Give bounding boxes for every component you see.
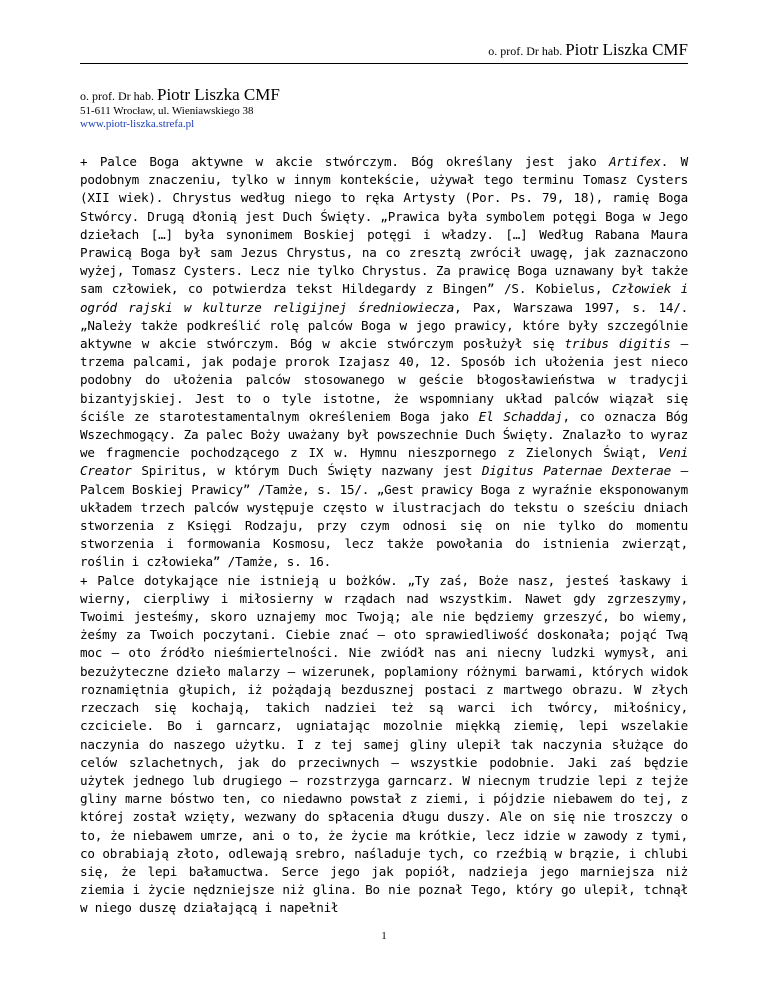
author-line [80,86,280,105]
p1-italic-digitus: Digitus Paternae Dexterae [481,463,671,479]
paragraph-palce-boga-aktywne [80,153,688,572]
author-address: 51-611 Wrocław, ul. Wieniawskiego 38 [80,105,254,117]
p1-italic-veni-creator: Veni Creator [80,445,688,479]
header-divider [80,63,688,64]
running-header [488,40,688,60]
author-block [80,86,280,131]
header-prefix: o. prof. Dr hab. [488,44,563,58]
p1-italic-tribus-digitis: tribus digitis [564,336,671,352]
p1-text-6: Spiritus, w którym Duch Święty nazwany jest [131,463,482,479]
p1-text-2: . W podobnym znaczeniu, tylko w innym kontekście, używał tego terminu Tomasz Cysters (XII wiek). Chrystus według niego to ręka Artysty (Por. Ps. 79, 18), ramię Boga Stwórcy. Drugą dłonią jest Duch Święty. „Prawica była symbolem potęgi Boga w Jego dziełach […] była synonimem Boskiej potęgi i władzy. […] Według Rabana Maura Prawicą Boga był sam Jezus Chrystus, na co zresztą zwrócił uwagę, jak zaznaczono wyżej, Tomasz Cysters. Lecz nie tylko Chrystus. Za prawicę Boga uznawany był także sam człowiek, co potwierdza tekst Hildegardy z Bingen” /S. Kobielus, [80,154,688,297]
header-author-name: Piotr Liszka CMF [565,40,688,59]
document-body [80,153,688,918]
p1-text-5: , co oznacza Bóg Wszechmogący. Za palec Boży uważany był powszechnie Duch Święty. Znalazło to wyraz we fragmencie pochodzącego z IX w. Hymnu nieszpornego z Zielonych Świąt, [80,408,688,461]
p1-text-4: – trzema palcami, jak podaje prorok Izajasz 40, 12. Sposób ich ułożenia jest nieco podobny do ułożenia palców stosowanego w geście błogosławieństwa w tradycji bizantyjskiej. Jest to o tyle istotne, że wspomniany układ palców wiązał się ściśle ze starotestamentalnym określeniem Boga jako [80,336,688,424]
p1-text-1: + Palce Boga aktywne w akcie stwórczym. Bóg określany jest jako [80,154,610,169]
author-prefix: o. prof. Dr hab. [80,89,154,103]
p1-italic-book-title: Człowiek i ogród rajski w kulturze religijnej średniowiecza [80,281,688,315]
author-name: Piotr Liszka CMF [156,85,280,104]
p1-italic-artifex: Artifex [609,154,661,169]
author-website-link[interactable]: www.piotr-liszka.strefa.pl [80,118,195,130]
p1-italic-el-schaddaj: El Schaddaj [478,408,563,424]
paragraph-palce-dotykajace: + Palce dotykające nie istnieją u bożków. „Ty zaś, Boże nasz, jesteś łaskawy i wierny, cierpliwy i miłosierny w rządach nad wszystkim. Nawet gdy zgrzeszymy, Twoimi jesteśmy, skoro uznajemy moc Twoją; ale nie będziemy grzeszyć, bo wiemy, żeśmy za Twoich poczytani. Ciebie znać – oto sprawiedliwość doskonała; pojąć Twą moc – oto źródło nieśmiertelności. Nie zwiódł nas ani niecny ludzki wymysł, ani bezużyteczne dzieło malarzy – wizerunek, poplamiony różnymi barwami, których widok roznamiętnia głupich, iż pożądają bezdusznej postaci z martwego obrazu. W złych rzeczach się kochają, takich nadziei też są warci ich twórcy, miłośnicy, czciciele. Bo i garncarz, ugniatając mozolnie miękką ziemię, lepi wszelakie naczynia do naszego użytku. I z tej samej gliny ulepił tak naczynia służące do celów szlachetnych, jak do przeciwnych – wszystkie podobnie. Jaki zaś będzie użytek jednego lub drugiego – rozstrzyga garncarz. W niecnym trudzie lepi z tejże gliny marne bóstwo ten, co niedawno powstał z ziemi, i pójdzie niebawem do tej, z której został wzięty, wezwany do spłacenia długu duszy. Ale on się nie troszczy o to, że niebawem umrze, ani o to, że życie ma krótkie, lecz idzie w zawody z tymi, co obrabiają złoto, odlewają srebro, naśladuje tych, co rzeźbią w brązie, i chlubi się, że lepi bałamuctwa. Serce jego jak popiół, nadzieja jego marniejsza niż ziemia i życie nędzniejsze niż glina. Bo nie poznał Tego, który go ulepił, tchnął w niego duszę działającą i napełnił [80,572,688,916]
page-number: 1 [381,930,387,942]
p1-text-3: , Pax, Warszawa 1997, s. 14/. „Należy także podkreślić rolę palców Boga w jego prawicy, które były szczególnie aktywne w akcie stwórczym. Bóg w akcie stwórczym posłużył się [80,299,688,352]
p1-text-7: – Palcem Boskiej Prawicy” /Tamże, s. 15/. „Gest prawicy Boga z wyraźnie eksponowanym układem trzech palców występuje często w ilustracjach do tekstu o sześciu dniach stworzenia z Księgi Rodzaju, przy czym odnosi się on nie tylko do momentu stworzenia i formowania Kosmosu, lecz także powołania do istnienia zwierząt, roślin i człowieka” /Tamże, s. 16. [80,463,688,570]
